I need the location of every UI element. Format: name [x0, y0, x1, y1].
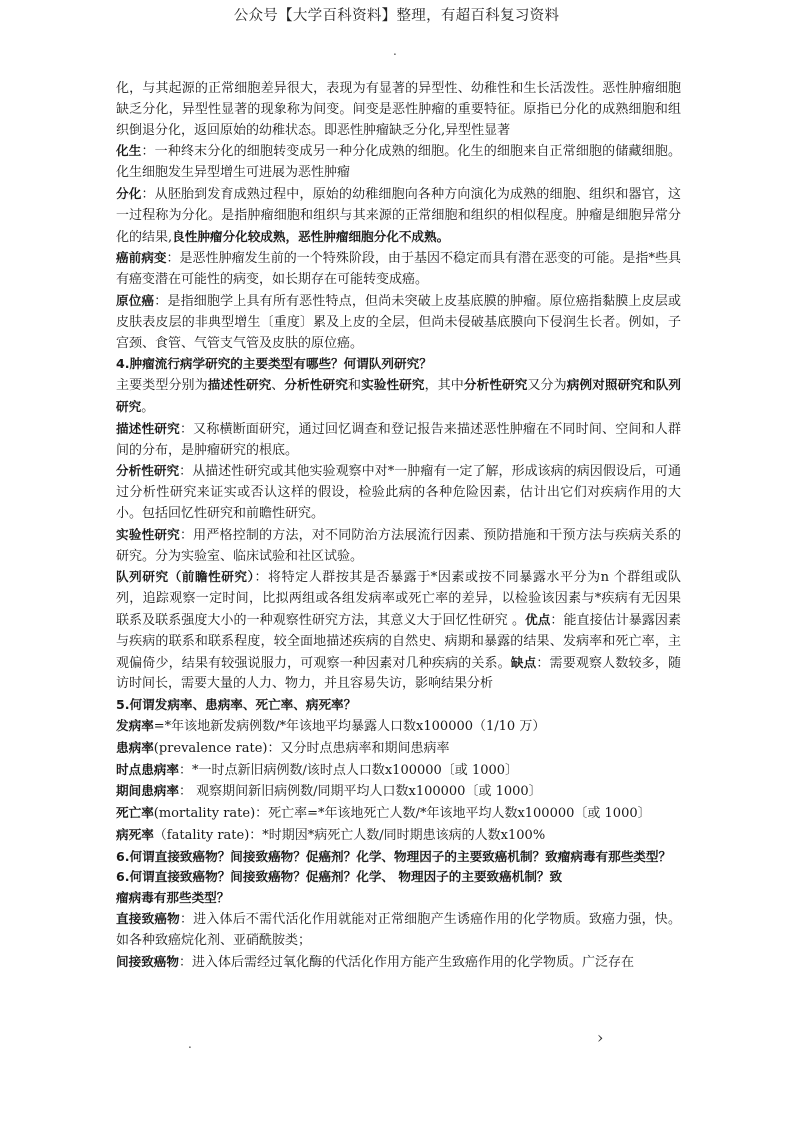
bold-term: 原位癌: [116, 292, 155, 308]
section-heading: [116, 888, 681, 909]
paragraph: [116, 781, 681, 803]
bold-term: 直接致癌物: [116, 911, 180, 927]
bold-term: 分析性研究: [284, 377, 348, 393]
bold-term: 实验性研究: [116, 526, 180, 542]
paragraph: [116, 461, 681, 524]
paragraph: [116, 141, 681, 184]
paragraph: [116, 184, 681, 248]
top-dot: .: [393, 44, 397, 58]
paragraph: [116, 375, 681, 419]
text-run: ：进入体后需经过氧化酶的代活化作用方能产生致癌作用的化学物质。广泛存在: [178, 954, 634, 970]
paragraph: [116, 525, 681, 568]
paragraph: [116, 716, 681, 738]
text-run: ：是恶性肿瘤发生前的一个特殊阶段，由于基因不稳定而具有潜在恶变的可能。是指*些具有癌变潜在可能性的病变，如长期存在可能转变成癌。: [116, 251, 681, 288]
section-heading: [116, 867, 681, 888]
text-run: (mortality rate)：死亡率=*年该地死亡人数/*年该地平均人数x100000〔或 1000〕: [153, 806, 651, 822]
bold-term: 良性肿瘤分化较成熟，恶性肿瘤细胞分化不成熟。: [172, 228, 450, 244]
bold-term: 优点: [525, 611, 551, 627]
paragraph: [116, 291, 681, 354]
bold-term: 病死率: [116, 826, 154, 842]
paragraph: [116, 567, 681, 695]
section-heading: [116, 847, 681, 868]
paragraph: [116, 803, 681, 825]
paragraph: [116, 419, 681, 462]
bold-term: 分析性研究: [463, 377, 528, 393]
text-run: ：是指细胞学上具有所有恶性特点，但尚未突破上皮基底膜的肿瘤。原位癌指黏膜上皮层或皮肤表皮层的非典型增生〔重度〕累及上皮的全层，但尚未侵破基底膜向下侵润生长者。例如，子宫颈、食管、气管支气管及皮肤的原位癌。: [116, 293, 681, 351]
paragraph: [116, 825, 681, 847]
text-run: ：需要观察人数较多，随访时间长，需要大量的人力、物力，并且容易失访，影响结果分析: [116, 655, 681, 692]
paragraph: [116, 79, 681, 141]
text-run: 、: [271, 378, 285, 394]
text-run: ，其中: [424, 378, 464, 394]
text-run: 4.肿瘤流行病学研究的主要类型有哪些？何谓队列研究？: [116, 356, 432, 372]
bold-term: 实验性研究: [361, 377, 425, 393]
document-body: [116, 79, 681, 973]
text-run: ：用严格控制的方法，对不同防治方法展流行因素、预防措施和干预方法与疾病关系的研究。分为实验室、临床试验和社区试验。: [116, 527, 681, 564]
text-run: 6.何谓直接致癌物？间接致癌物？促癌剂？化学、物理因子的主要致癌机制？致瘤病毒有那些类型？: [116, 848, 672, 864]
next-page-icon[interactable]: ›: [597, 1028, 604, 1047]
bold-term: 患病率: [116, 739, 154, 755]
bold-term: 癌前病变: [116, 250, 167, 266]
bold-term: 分析性研究: [116, 463, 180, 479]
text-run: ：将特定人群按其是否暴露于*因素或按不同暴露水平分为n 个群组或队列，追踪观察一定时间，比拟两组或各组发病率或死亡率的差异，以检验该因素与*疾病有无因果联系及联系强度大小的一种观察性研究方法，其意义大于回忆性研究 。: [116, 570, 681, 628]
text-run: 和: [347, 378, 362, 394]
bold-term: 描述性研究: [116, 420, 180, 436]
text-run: ：从描述性研究或其他实验观察中对*一肿瘤有一定了解，形成该病的病因假设后，可通过分析性研究来证实或否认这样的假设，检验此病的各种危险因素，估计出它们对疾病作用的大小。包括回忆性研究和前瞻性研究。: [116, 464, 681, 521]
bold-term: 分化: [116, 185, 142, 201]
text-run: ：从胚胎到发育成熟过程中，原始的幼稚细胞向各种方向演化为成熟的细胞、组织和器官，这一过程称为分化。是指肿瘤细胞和组织与其来源的正常细胞和组织的相似程度。肿瘤是细胞异常分化的结果,: [116, 186, 681, 245]
paragraph: [116, 760, 681, 782]
bold-term: 化生: [116, 143, 142, 159]
footer-dot: .: [188, 1037, 192, 1051]
text-run: =*年该地新发病例数/*年该地平均暴露人口数x100000（1/10 万）: [153, 718, 546, 734]
page-header: 公众号【大学百科资料】整理，有超百科复习资料: [233, 8, 560, 24]
bold-term: 描述性研究: [207, 377, 272, 393]
text-run: 又分为: [527, 378, 567, 394]
section-heading: [116, 695, 681, 716]
text-run: 6.何谓直接致癌物？间接致癌物？促癌剂？化学、 物理因子的主要致癌机制？致: [116, 869, 563, 885]
bold-term: 期间患病率: [116, 783, 179, 799]
text-run: ：能直接估计暴露因素与疾病的联系和联系程度，较全面地描述疾病的自然史、病期和暴露的结果、发病率和死亡率，主观偏倚少，结果有较强说服力，可观察一种因素对几种疾病的关系。: [116, 612, 681, 671]
bold-term: 病例对照研究和队列研究: [116, 377, 681, 414]
section-heading: [116, 354, 681, 375]
text-run: 瘤病毒有那些类型？: [116, 890, 230, 906]
bold-term: 缺点: [510, 654, 537, 670]
text-run: 。: [141, 399, 155, 415]
text-run: ：又称横断面研究，通过回忆调查和登记报告来描述恶性肿瘤在不同时间、空间和人群间的分布，是肿瘤研究的根底。: [116, 421, 681, 458]
text-run: （fatality rate)：*时期因*病死亡人数/同时期患该病的人数x100%: [153, 827, 546, 843]
bold-term: 队列研究（前瞻性研究）: [116, 569, 255, 585]
bold-term: 发病率: [116, 717, 154, 733]
text-run: (prevalence rate)：又分时点患病率和期间患病率: [153, 740, 450, 756]
bold-term: 死亡率: [116, 805, 154, 821]
text-run: ：一种终末分化的细胞转变成另一种分化成熟的细胞。化生的细胞来自正常细胞的储藏细胞。化生细胞发生异型增生可进展为恶性肿瘤: [116, 144, 681, 181]
text-run: ：进入体后不需代活化作用就能对正常细胞产生诱癌作用的化学物质。致癌力强，快。如各种致癌烷化剂、亚硝酰胺类；: [116, 912, 681, 948]
text-run: 化，与其起源的正常细胞差异很大，表现为有显著的异型性、幼稚性和生长活泼性。恶性肿瘤细胞缺乏分化，异型性显著的现象称为间变。间变是恶性肿瘤的重要特征。原指已分化的成熟细胞和组织倒退分化，返回原始的幼稚状态。即恶性肿瘤缺乏分化,异型性显著: [116, 81, 681, 138]
paragraph: [116, 738, 681, 760]
text-run: ： 观察期间新旧病例数/同期平均人口数x100000〔或 1000〕: [178, 784, 542, 800]
bold-term: 间接致癌物: [116, 953, 179, 969]
paragraph: [116, 248, 681, 291]
text-run: ：*一时点新旧病例数/该时点人口数x100000〔或 1000〕: [178, 762, 519, 778]
paragraph: [116, 952, 681, 974]
text-run: 主要类型分别为: [116, 378, 208, 394]
text-run: 5.何谓发病率、患病率、死亡率、病死率？: [116, 697, 357, 713]
bold-term: 时点患病率: [116, 761, 179, 777]
paragraph: [116, 909, 681, 952]
